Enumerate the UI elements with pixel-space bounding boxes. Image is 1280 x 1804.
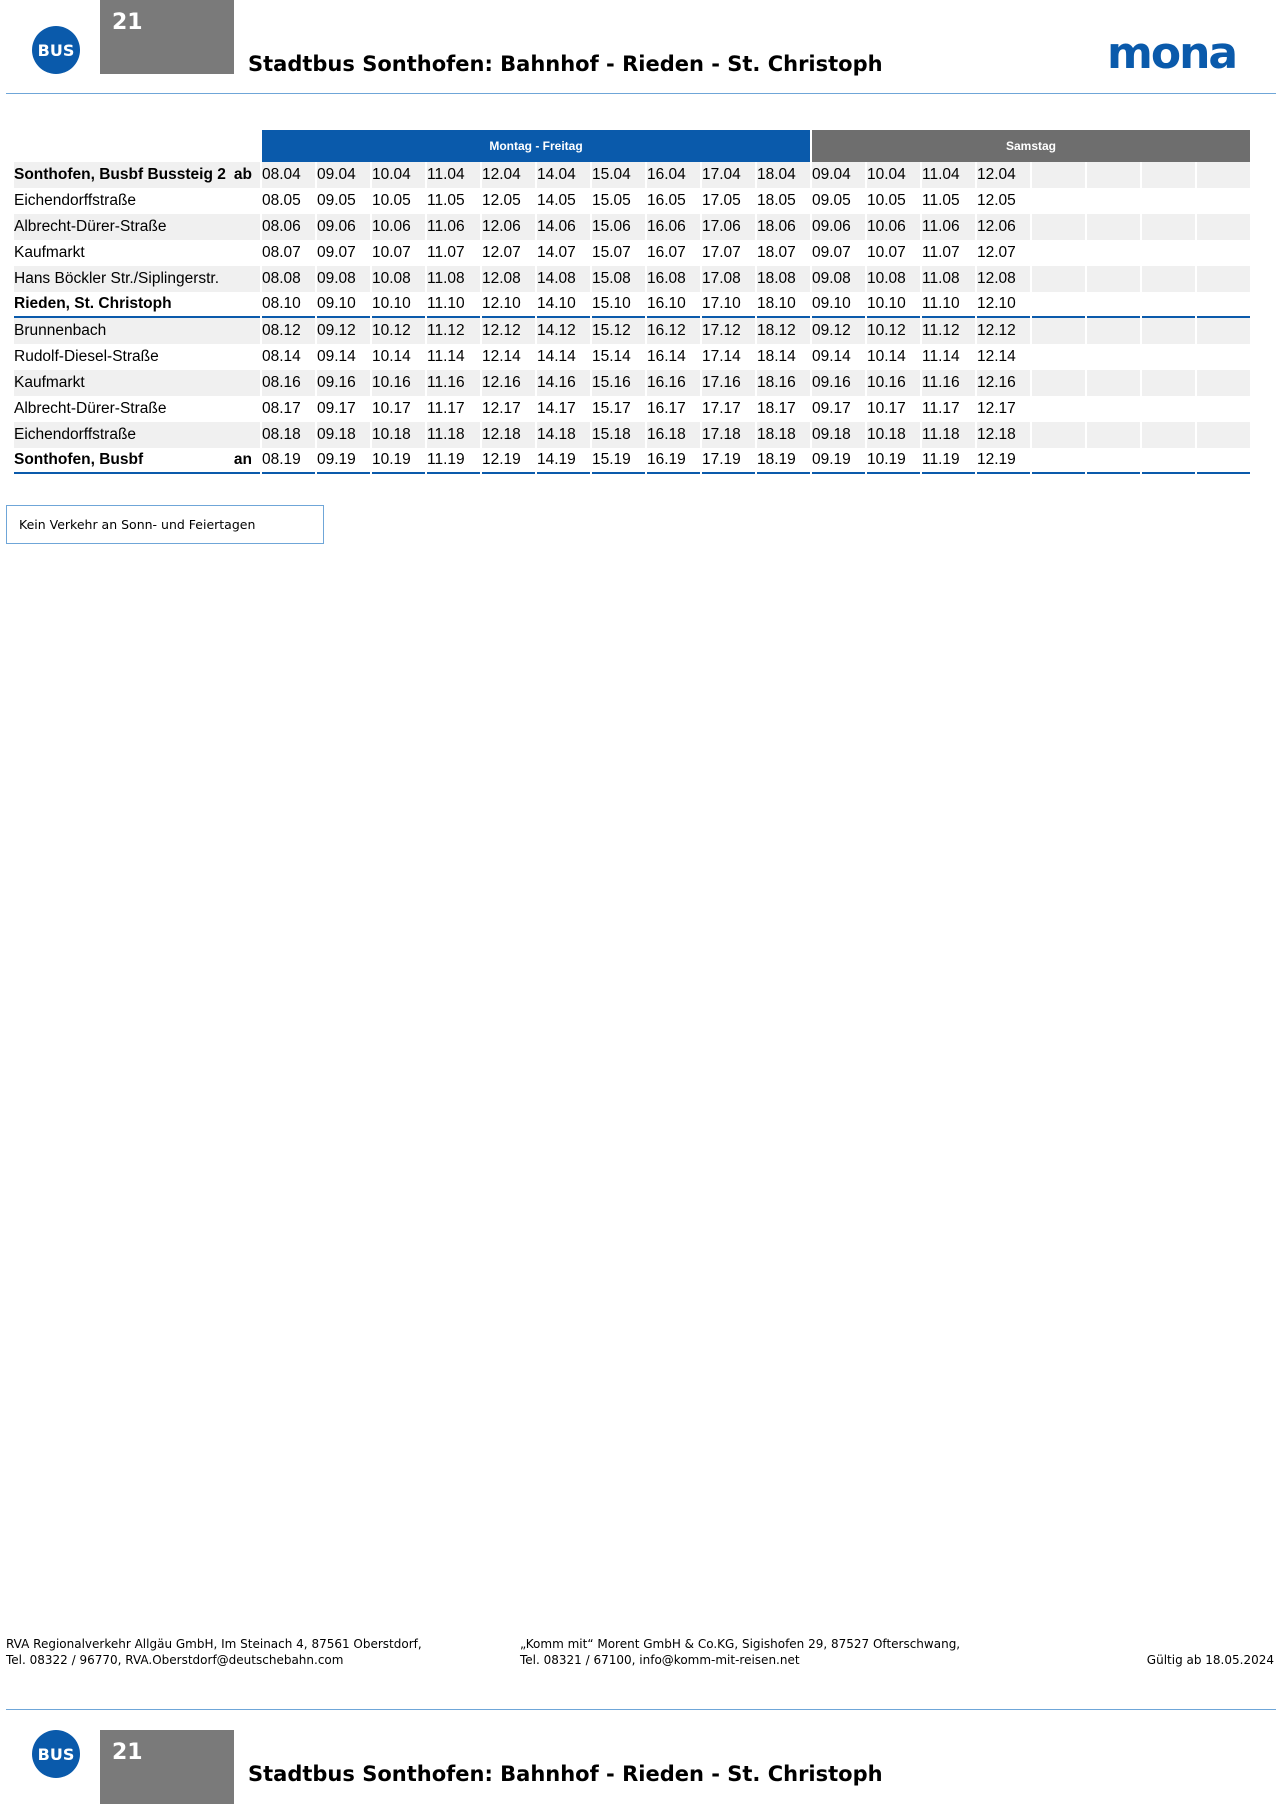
departure-time: 15.17 — [592, 400, 631, 417]
group-saturday: Samstag — [812, 130, 1250, 162]
empty-cell — [1197, 188, 1250, 214]
empty-cell — [1032, 370, 1085, 396]
page-title: Stadtbus Sonthofen: Bahnhof - Rieden - St. Christoph — [248, 1762, 883, 1786]
departure-time: 12.16 — [482, 370, 535, 396]
empty-cell — [1142, 292, 1195, 318]
departure-time: 11.10 — [427, 292, 480, 318]
departure-time: 12.04 — [482, 162, 535, 188]
departure-time: 11.04 — [922, 162, 975, 188]
stop-name: Hans Böckler Str./Siplingerstr. — [14, 266, 260, 292]
departure-time: 12.08 — [482, 266, 535, 292]
departure-time: 12.08 — [977, 266, 1030, 292]
stop-name: Albrecht-Dürer-Straße — [14, 400, 167, 417]
header-divider — [6, 93, 1276, 94]
departure-time: 17.05 — [702, 192, 741, 209]
departure-time: 11.19 — [922, 448, 975, 474]
departure-time: 09.06 — [317, 214, 370, 240]
departure-time: 12.17 — [482, 400, 521, 417]
departure-time: 16.16 — [647, 370, 700, 396]
departure-time: 08.10 — [262, 292, 315, 318]
departure-time: 14.06 — [537, 214, 590, 240]
departure-time: 18.16 — [757, 370, 810, 396]
empty-cell — [1142, 396, 1195, 422]
departure-time: 15.12 — [592, 318, 645, 344]
departure-time: 10.17 — [867, 400, 906, 417]
departure-time: 11.10 — [922, 292, 975, 318]
departure-time: 09.04 — [812, 162, 865, 188]
empty-cell — [1087, 448, 1140, 474]
line-number: 21 — [100, 0, 234, 74]
empty-cell — [1087, 344, 1140, 370]
departure-time: 09.08 — [812, 266, 865, 292]
departure-time: 14.08 — [537, 266, 590, 292]
departure-time: 14.12 — [537, 318, 590, 344]
departure-time: 10.07 — [372, 244, 411, 261]
empty-cell — [1197, 370, 1250, 396]
departure-time: 12.05 — [482, 192, 521, 209]
departure-time: 14.17 — [537, 400, 576, 417]
table-row — [14, 240, 1250, 266]
departure-time: 10.19 — [867, 448, 920, 474]
departure-time: 15.05 — [592, 192, 631, 209]
departure-time: 09.19 — [812, 448, 865, 474]
departure-time: 17.12 — [702, 318, 755, 344]
departure-time: 17.17 — [702, 400, 741, 417]
departure-time: 15.06 — [592, 214, 645, 240]
departure-time: 14.07 — [537, 244, 576, 261]
departure-time: 11.17 — [427, 400, 465, 417]
empty-cell — [1032, 162, 1085, 188]
departure-time: 14.05 — [537, 192, 576, 209]
departure-time: 10.18 — [372, 422, 425, 448]
departure-time: 16.04 — [647, 162, 700, 188]
departure-time: 12.10 — [482, 292, 535, 318]
empty-cell — [1197, 266, 1250, 292]
empty-cell — [1087, 240, 1140, 266]
departure-time: 09.10 — [812, 292, 865, 318]
departure-time: 18.12 — [757, 318, 810, 344]
departure-time: 11.17 — [922, 400, 960, 417]
departure-time: 17.10 — [702, 292, 755, 318]
departure-time: 15.19 — [592, 448, 645, 474]
stop-name: Brunnenbach — [14, 318, 260, 344]
empty-cell — [1032, 318, 1085, 344]
empty-cell — [1197, 240, 1250, 266]
stop-name: Rudolf-Diesel-Straße — [14, 348, 159, 365]
empty-cell — [1087, 162, 1140, 188]
table-row — [14, 214, 1250, 240]
departure-time: 10.14 — [372, 348, 411, 365]
table-row — [14, 370, 1250, 396]
departure-time: 12.06 — [482, 214, 535, 240]
empty-cell — [1197, 396, 1250, 422]
empty-cell — [1142, 214, 1195, 240]
empty-cell — [1032, 344, 1085, 370]
departure-time: 11.16 — [922, 370, 975, 396]
departure-time: 17.19 — [702, 448, 755, 474]
table-row — [14, 344, 1250, 370]
departure-time: 10.07 — [867, 244, 906, 261]
empty-cell — [1142, 370, 1195, 396]
departure-time: 09.14 — [317, 348, 356, 365]
empty-cell — [1087, 292, 1140, 318]
departure-time: 15.10 — [592, 292, 645, 318]
departure-time: 09.17 — [812, 400, 851, 417]
empty-cell — [1087, 396, 1140, 422]
empty-cell — [1032, 396, 1085, 422]
departure-time: 16.18 — [647, 422, 700, 448]
departure-time: 11.07 — [427, 244, 465, 261]
empty-cell — [1087, 370, 1140, 396]
departure-time: 17.18 — [702, 422, 755, 448]
bus-icon: BUS — [32, 26, 80, 74]
empty-cell — [1142, 318, 1195, 344]
empty-cell — [1142, 266, 1195, 292]
departure-time: 14.16 — [537, 370, 590, 396]
empty-cell — [1032, 188, 1085, 214]
empty-cell — [1087, 422, 1140, 448]
departure-time: 08.17 — [262, 400, 301, 417]
empty-cell — [1032, 292, 1085, 318]
departure-time: 09.05 — [812, 192, 851, 209]
departure-time: 10.08 — [867, 266, 920, 292]
departure-time: 12.12 — [482, 318, 535, 344]
departure-time: 08.19 — [262, 448, 315, 474]
departure-time: 12.19 — [482, 448, 535, 474]
departure-time: 08.12 — [262, 318, 315, 344]
bus-icon: BUS — [32, 1730, 80, 1778]
departure-time: 15.07 — [592, 244, 631, 261]
footer-operator-1: RVA Regionalverkehr Allgäu GmbH, Im Steinach 4, 87561 Oberstdorf, Tel. 08322 / 96770, RVA.Oberstdorf@deutschebahn.com — [6, 1637, 422, 1667]
departure-time: 10.12 — [372, 318, 425, 344]
empty-cell — [1087, 318, 1140, 344]
departure-time: 11.05 — [922, 192, 960, 209]
departure-time: 09.16 — [812, 370, 865, 396]
departure-time: 11.08 — [427, 266, 480, 292]
departure-time: 10.17 — [372, 400, 411, 417]
line-number: 21 — [100, 1730, 234, 1804]
empty-cell — [1142, 422, 1195, 448]
empty-cell — [1197, 214, 1250, 240]
departure-time: 18.04 — [757, 162, 810, 188]
table-row — [14, 188, 1250, 214]
departure-time: 11.12 — [922, 318, 975, 344]
empty-cell — [1032, 266, 1085, 292]
empty-cell — [1142, 162, 1195, 188]
departure-time: 12.14 — [482, 348, 521, 365]
departure-time: 18.18 — [757, 422, 810, 448]
timetable — [12, 130, 1252, 474]
departure-time: 09.16 — [317, 370, 370, 396]
departure-time: 09.12 — [317, 318, 370, 344]
departure-time: 10.19 — [372, 448, 425, 474]
departure-time: 08.06 — [262, 214, 315, 240]
empty-cell — [1032, 214, 1085, 240]
departure-time: 12.17 — [977, 400, 1016, 417]
table-row — [14, 396, 1250, 422]
departure-time: 09.07 — [317, 244, 356, 261]
departure-time: 17.06 — [702, 214, 755, 240]
departure-time: 18.17 — [757, 400, 796, 417]
stop-name: Eichendorffstraße — [14, 422, 260, 448]
departure-time: 18.14 — [757, 348, 796, 365]
departure-time: 11.06 — [427, 214, 480, 240]
departure-time: 11.18 — [922, 422, 975, 448]
stop-name: Sonthofen, Busbf Bussteig 2 ab — [14, 162, 260, 188]
page-title: Stadtbus Sonthofen: Bahnhof - Rieden - St. Christoph — [248, 52, 883, 76]
departure-time: 15.16 — [592, 370, 645, 396]
departure-time: 11.16 — [427, 370, 480, 396]
departure-time: 16.14 — [647, 348, 686, 365]
departure-time: 09.18 — [812, 422, 865, 448]
departure-time: 12.05 — [977, 192, 1016, 209]
departure-time: 11.08 — [922, 266, 975, 292]
departure-time: 15.04 — [592, 162, 645, 188]
departure-time: 12.10 — [977, 292, 1030, 318]
departure-time: 12.07 — [977, 244, 1016, 261]
empty-cell — [1142, 344, 1195, 370]
footer-operator-2: „Komm mit“ Morent GmbH & Co.KG, Sigishofen 29, 87527 Ofterschwang, Tel. 08321 / 67100, info@komm-mit-reisen.net — [520, 1637, 961, 1667]
empty-cell — [1197, 344, 1250, 370]
empty-cell — [1032, 240, 1085, 266]
stop-name: Kaufmarkt — [14, 244, 85, 261]
departure-time: 09.12 — [812, 318, 865, 344]
departure-time: 12.07 — [482, 244, 521, 261]
departure-time: 08.14 — [262, 348, 301, 365]
stop-mark: an — [233, 451, 252, 468]
departure-time: 18.07 — [757, 244, 796, 261]
departure-time: 15.14 — [592, 348, 631, 365]
departure-time: 10.04 — [372, 162, 425, 188]
departure-time: 10.18 — [867, 422, 920, 448]
departure-time: 15.08 — [592, 266, 645, 292]
departure-time: 16.17 — [647, 400, 686, 417]
departure-time: 10.08 — [372, 266, 425, 292]
empty-cell — [1032, 448, 1085, 474]
departure-time: 09.05 — [317, 192, 356, 209]
table-row — [14, 422, 1250, 448]
empty-cell — [1142, 240, 1195, 266]
departure-time: 10.16 — [867, 370, 920, 396]
departure-time: 14.14 — [537, 348, 576, 365]
departure-time: 11.06 — [922, 214, 975, 240]
departure-time: 10.12 — [867, 318, 920, 344]
timetable-header — [14, 130, 1250, 162]
table-row — [14, 318, 1250, 344]
empty-cell — [1142, 448, 1195, 474]
departure-time: 16.10 — [647, 292, 700, 318]
departure-time: 09.17 — [317, 400, 356, 417]
table-row — [14, 266, 1250, 292]
departure-time: 17.14 — [702, 348, 741, 365]
departure-time: 18.10 — [757, 292, 810, 318]
departure-time: 17.04 — [702, 162, 755, 188]
empty-cell — [1087, 214, 1140, 240]
departure-time: 08.16 — [262, 370, 315, 396]
departure-time: 10.05 — [372, 192, 411, 209]
departure-time: 12.14 — [977, 348, 1016, 365]
departure-time: 10.06 — [867, 214, 920, 240]
stop-name: Kaufmarkt — [14, 370, 260, 396]
departure-time: 10.04 — [867, 162, 920, 188]
departure-time: 10.14 — [867, 348, 906, 365]
departure-time: 10.16 — [372, 370, 425, 396]
departure-time: 09.18 — [317, 422, 370, 448]
stop-name: Sonthofen, Busbf an — [14, 448, 260, 474]
empty-cell — [1197, 292, 1250, 318]
stop-name: Eichendorffstraße — [14, 192, 137, 209]
departure-time: 11.07 — [922, 244, 960, 261]
departure-time: 12.19 — [977, 448, 1030, 474]
table-row — [14, 292, 1250, 318]
departure-time: 10.05 — [867, 192, 906, 209]
empty-cell — [1087, 266, 1140, 292]
departure-time: 09.04 — [317, 162, 370, 188]
empty-cell — [1197, 422, 1250, 448]
departure-time: 18.08 — [757, 266, 810, 292]
stop-name: Albrecht-Dürer-Straße — [14, 214, 260, 240]
departure-time: 11.14 — [922, 348, 960, 365]
departure-time: 12.18 — [482, 422, 535, 448]
departure-time: 12.16 — [977, 370, 1030, 396]
departure-time: 11.14 — [427, 348, 465, 365]
departure-time: 09.07 — [812, 244, 851, 261]
validity-date: Gültig ab 18.05.2024 — [1146, 1653, 1274, 1667]
departure-time: 09.10 — [317, 292, 370, 318]
departure-time: 17.16 — [702, 370, 755, 396]
departure-time: 11.18 — [427, 422, 480, 448]
departure-time: 12.04 — [977, 162, 1030, 188]
departure-time: 08.08 — [262, 266, 315, 292]
departure-time: 11.05 — [427, 192, 465, 209]
departure-time: 09.14 — [812, 348, 851, 365]
empty-cell — [1087, 188, 1140, 214]
departure-time: 11.12 — [427, 318, 480, 344]
departure-time: 11.19 — [427, 448, 480, 474]
empty-cell — [1142, 188, 1195, 214]
departure-time: 08.04 — [262, 162, 315, 188]
group-weekday: Montag - Freitag — [262, 130, 810, 162]
departure-time: 12.12 — [977, 318, 1030, 344]
mona-logo: mona — [1107, 28, 1237, 79]
departure-time: 10.10 — [372, 292, 425, 318]
stop-mark: ab — [233, 166, 252, 183]
departure-time: 12.06 — [977, 214, 1030, 240]
footer-divider — [6, 1709, 1276, 1710]
departure-time: 08.07 — [262, 244, 301, 261]
departure-time: 10.10 — [867, 292, 920, 318]
departure-time: 09.19 — [317, 448, 370, 474]
departure-time: 14.04 — [537, 162, 590, 188]
departure-time: 08.05 — [262, 192, 301, 209]
table-row — [14, 162, 1250, 188]
service-note: Kein Verkehr an Sonn- und Feiertagen — [6, 505, 324, 544]
departure-time: 16.05 — [647, 192, 686, 209]
departure-time: 11.04 — [427, 162, 480, 188]
departure-time: 08.18 — [262, 422, 315, 448]
departure-time: 16.07 — [647, 244, 686, 261]
departure-time: 18.19 — [757, 448, 810, 474]
departure-time: 14.19 — [537, 448, 590, 474]
empty-cell — [1197, 318, 1250, 344]
departure-time: 18.06 — [757, 214, 810, 240]
departure-time: 12.18 — [977, 422, 1030, 448]
departure-time: 16.19 — [647, 448, 700, 474]
empty-cell — [1197, 448, 1250, 474]
empty-cell — [1032, 422, 1085, 448]
departure-time: 17.08 — [702, 266, 755, 292]
empty-cell — [1197, 162, 1250, 188]
departure-time: 16.06 — [647, 214, 700, 240]
departure-time: 17.07 — [702, 244, 741, 261]
table-row — [14, 448, 1250, 474]
stop-name: Rieden, St. Christoph — [14, 292, 260, 318]
departure-time: 14.18 — [537, 422, 590, 448]
departure-time: 09.06 — [812, 214, 865, 240]
departure-time: 09.08 — [317, 266, 370, 292]
departure-time: 16.12 — [647, 318, 700, 344]
departure-time: 10.06 — [372, 214, 425, 240]
departure-time: 16.08 — [647, 266, 700, 292]
departure-time: 14.10 — [537, 292, 590, 318]
departure-time: 15.18 — [592, 422, 645, 448]
departure-time: 18.05 — [757, 192, 796, 209]
